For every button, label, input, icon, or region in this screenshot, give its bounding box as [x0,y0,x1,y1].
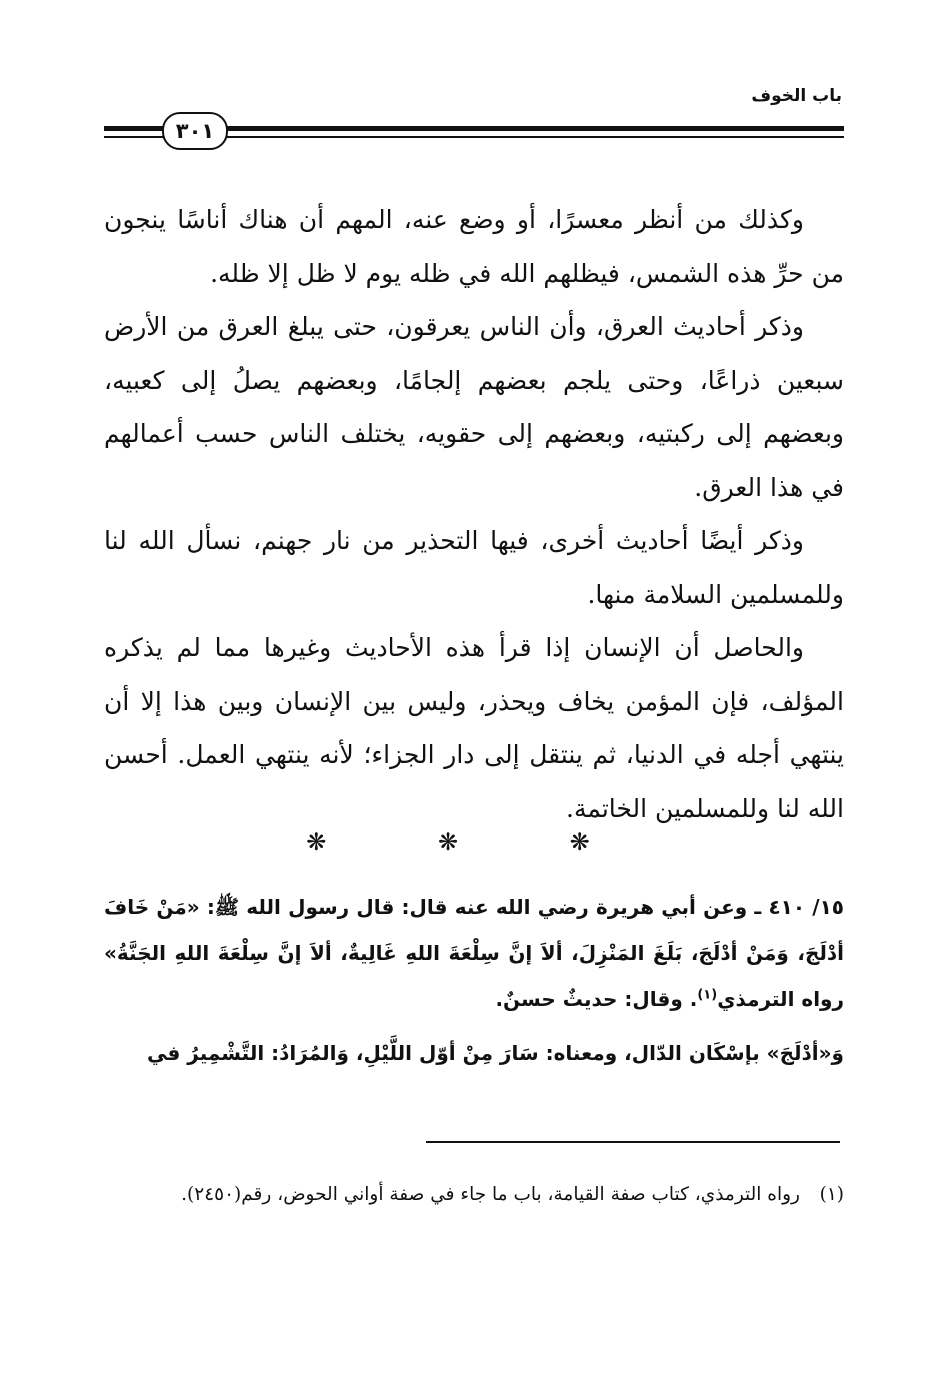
hadith-grading: . وقال: حديثٌ حسنٌ. [495,987,698,1011]
main-text [104,193,844,835]
header-rule-thin-right [224,136,844,138]
footnote-item [104,1178,844,1212]
chapter-title: باب الخوف [751,86,842,106]
footnote-reference: (١) [697,987,718,1003]
footnote-text: رواه الترمذي، كتاب صفة القيامة، باب ما جاء في صفة أواني الحوض، رقم(٢٤٥٠). [181,1184,800,1205]
paragraph: والحاصل أن الإنسان إذا قرأ هذه الأحاديث وغيرها مما لم يذكره المؤلف، فإن المؤمن يخاف ويحذر، وليس بين الإنسان وبين هذا إلا أن ينتهي أجله في الدنيا، ثم ينتقل إلى دار الجزاء؛ لأنه ينتهي العمل. أحسن الله لنا وللمسلمين الخاتمة. [104,633,844,823]
hadith-text: ١٥/ ٤١٠ ـ وعن أبي هريرة رضي الله عنه قال: قال رسول الله ﷺ: «مَنْ خَافَ أدْلَجَ، وَمَنْ أدْلَجَ، بَلَغَ المَنْزِلَ، ألاَ إنَّ سِلْعَةَ اللهِ غَالِيةٌ، ألاَ إنَّ سِلْعَةَ اللهِ الجَنَّةُ» رواه الترمذي [104,895,844,1011]
hadith-block [104,884,844,1076]
footnote-number: (١) [819,1184,844,1205]
hadith-explanation: وَ«أدْلَجَ» بإسْكَان الدّال، ومعناه: سَارَ مِنْ أوّل اللَّيْلِ، وَالمُرَادُ: التَّشْمِيرُ في [147,1041,844,1065]
paragraph: وذكر أحاديث العرق، وأن الناس يعرقون، حتى يبلغ العرق من الأرض سبعين ذراعًا، وحتى يلجم بعضهم إلجامًا، وبعضهم يصلُ إلى كعبيه، وبعضهم إلى ركبتيه، وبعضهم إلى حقويه، يختلف الناس حسب أعمالهم في هذا العرق. [104,312,844,502]
paragraph: وكذلك من أنظر معسرًا، أو وضع عنه، المهم أن هناك أناسًا ينجون من حرِّ هذه الشمس، فيظلهم الله في ظله يوم لا ظل إلا ظله. [104,205,844,288]
footnote-divider [426,1141,840,1143]
hadith-paragraph [104,884,844,1022]
page-number: ٣٠١ [162,112,228,150]
section-separator: ❋ ❋ ❋ [306,828,642,856]
header-rule-thick-right [224,126,844,131]
header-rule-thick-left [104,126,164,131]
paragraph: وذكر أيضًا أحاديث أخرى، فيها التحذير من نار جهنم، نسأل الله لنا وللمسلمين السلامة منها. [104,526,844,609]
header-rule [104,112,844,156]
header-rule-thin-left [104,136,164,138]
footnotes [104,1178,844,1212]
